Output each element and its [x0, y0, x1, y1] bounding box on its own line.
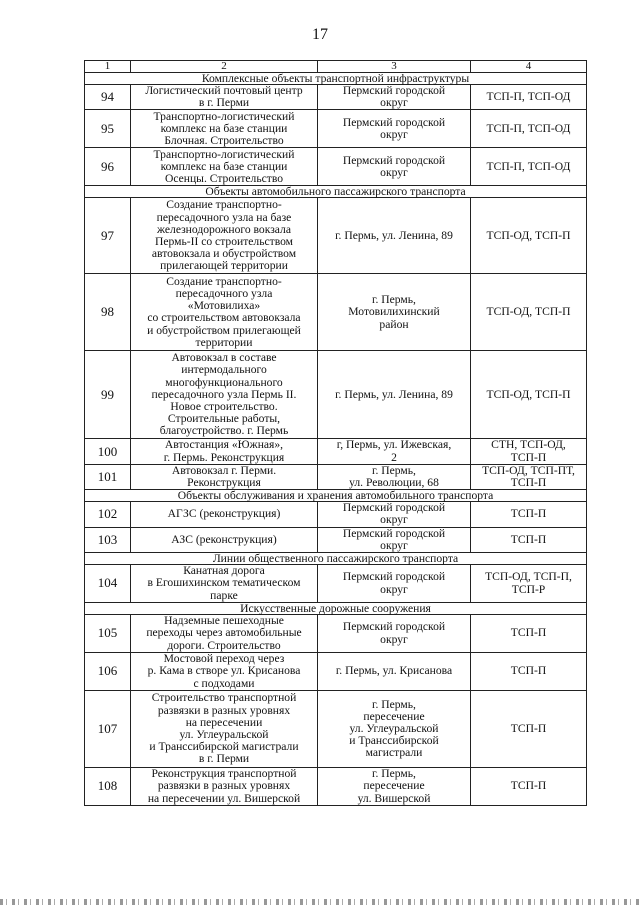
- object-name: [131, 274, 318, 351]
- object-name-line: развязки в разных уровнях: [157, 703, 291, 717]
- object-location: [318, 351, 471, 439]
- zone-codes: [471, 768, 587, 806]
- object-name-line: Реконструкция транспортной: [151, 767, 297, 781]
- zone-codes-line: ТСП-ОД, ТСП-П: [486, 387, 571, 401]
- object-location: [318, 85, 471, 110]
- section-header-row: [85, 186, 587, 198]
- object-location-line: округ: [380, 538, 408, 552]
- table-row: [85, 768, 587, 806]
- object-location-line: г. Пермь, ул. Ленина, 89: [335, 228, 453, 242]
- row-number: 105: [85, 615, 131, 653]
- object-location: [318, 274, 471, 351]
- object-location-line: г. Пермь,: [372, 293, 416, 307]
- object-name-line: прилегающей территории: [160, 259, 288, 273]
- zone-codes-line: ТСП-ОД, ТСП-П,: [485, 570, 572, 584]
- object-location-line: Пермский городской: [342, 526, 446, 540]
- object-location: [318, 691, 471, 768]
- object-location-line: г. Пермь, ул. Крисанова: [335, 664, 453, 678]
- table-header-row: [85, 61, 587, 73]
- row-number: 106: [85, 653, 131, 691]
- object-name-line: и обустройством прилегающей: [147, 323, 301, 337]
- object-name: [131, 148, 318, 186]
- zone-codes: [471, 439, 587, 464]
- section-title: Объекты автомобильного пассажирского транспорта: [85, 186, 587, 198]
- object-name-line: Мостовой переход через: [163, 652, 285, 666]
- object-name-line: АЗС (реконструкция): [171, 532, 277, 546]
- zone-codes: [471, 502, 587, 527]
- object-name-line: многофункционального: [165, 375, 283, 389]
- object-location-line: 2: [391, 450, 397, 464]
- row-number: 103: [85, 527, 131, 552]
- object-name-line: Транспортно-логистический: [153, 147, 295, 161]
- object-name-line: с подходами: [193, 676, 255, 690]
- object-name: [131, 565, 318, 603]
- object-name-line: Пермь-II со строительством: [154, 234, 294, 248]
- object-name-line: железнодорожного вокзала: [157, 222, 291, 236]
- table-row: [85, 502, 587, 527]
- column-header-4: 4: [471, 61, 587, 73]
- zone-codes-line: СТН, ТСП-ОД,: [491, 438, 566, 452]
- zone-codes: [471, 110, 587, 148]
- section-header-row: [85, 490, 587, 502]
- object-location-line: округ: [380, 165, 408, 179]
- object-location: [318, 502, 471, 527]
- object-location-line: Пермский городской: [342, 570, 446, 584]
- object-location-line: район: [379, 317, 409, 331]
- row-number: 95: [85, 110, 131, 148]
- object-name-line: и Транссибирской магистрали: [149, 740, 299, 754]
- object-name-line: комплекс на базе станции: [160, 121, 288, 135]
- zone-codes-line: ТСП-П: [510, 721, 547, 735]
- object-location-line: округ: [380, 632, 408, 646]
- object-name: [131, 351, 318, 439]
- zone-codes: [471, 85, 587, 110]
- table-row: [85, 527, 587, 552]
- scan-edge-artifact: [0, 899, 640, 905]
- table-row: [85, 464, 587, 489]
- zone-codes-line: ТСП-П: [510, 507, 547, 521]
- object-name-line: Надземные пешеходные: [164, 614, 284, 628]
- object-name-line: в Егошихинском тематическом: [147, 576, 301, 590]
- object-location-line: Пермский городской: [342, 501, 446, 515]
- zone-codes-line: ТСП-ОД, ТСП-ПТ,: [482, 463, 575, 477]
- object-location-line: округ: [380, 127, 408, 141]
- zone-codes: [471, 615, 587, 653]
- column-header-2: 2: [131, 61, 318, 73]
- object-name-line: Транспортно-логистический: [153, 109, 295, 123]
- row-number: 99: [85, 351, 131, 439]
- object-name-line: благоустройство. г. Пермь: [159, 424, 289, 438]
- object-name-line: автовокзала и обустройством: [151, 247, 297, 261]
- object-location: [318, 565, 471, 603]
- table-row: [85, 351, 587, 439]
- object-name-line: дороги. Строительство: [167, 638, 281, 652]
- zone-codes: [471, 274, 587, 351]
- table-row: [85, 653, 587, 691]
- zone-codes: [471, 198, 587, 274]
- object-name: [131, 768, 318, 806]
- object-location: [318, 768, 471, 806]
- object-location-line: округ: [380, 582, 408, 596]
- object-name-line: Строительные работы,: [167, 412, 281, 426]
- zone-codes: [471, 691, 587, 768]
- zone-codes: [471, 464, 587, 489]
- object-location-line: пересечение: [363, 709, 425, 723]
- table-body: [85, 61, 587, 806]
- object-name: [131, 653, 318, 691]
- object-location-line: г. Пермь,: [372, 767, 416, 781]
- table-row: [85, 691, 587, 768]
- object-location: [318, 439, 471, 464]
- object-location-line: г. Пермь,: [372, 463, 416, 477]
- row-number: 97: [85, 198, 131, 274]
- section-title: Комплексные объекты транспортной инфраструктуры: [85, 73, 587, 85]
- object-name: [131, 439, 318, 464]
- object-location-line: Пермский городской: [342, 84, 446, 97]
- object-name: [131, 527, 318, 552]
- object-name: [131, 110, 318, 148]
- object-name-line: территории: [195, 335, 253, 349]
- object-name-line: Создание транспортно-: [166, 274, 282, 288]
- section-title: Объекты обслуживания и хранения автомобильного транспорта: [85, 490, 587, 502]
- object-location: [318, 527, 471, 552]
- object-location-line: Пермский городской: [342, 620, 446, 634]
- row-number: 101: [85, 464, 131, 489]
- object-name-line: Реконструкция: [187, 476, 261, 490]
- object-location-line: ул. Вишерской: [357, 791, 431, 805]
- zone-codes-line: ТСП-П: [510, 664, 547, 678]
- object-name-line: Новое строительство.: [170, 400, 278, 413]
- object-location: [318, 198, 471, 274]
- infrastructure-table: [84, 60, 587, 806]
- table-row: [85, 565, 587, 603]
- row-number: 100: [85, 439, 131, 464]
- object-name-line: со строительством автовокзала: [147, 311, 301, 325]
- object-location: [318, 653, 471, 691]
- object-location-line: ул. Революции, 68: [349, 476, 439, 490]
- object-name-line: развязки в разных уровнях: [157, 779, 291, 793]
- object-name-line: Блочная. Строительство: [164, 134, 284, 147]
- section-header-row: [85, 553, 587, 565]
- object-name-line: Автовокзал в составе: [171, 351, 277, 365]
- object-name-line: Осенцы. Строительство: [164, 172, 284, 185]
- object-name-line: Автовокзал г. Перми.: [171, 463, 277, 477]
- zone-codes-line: ТСП-П: [510, 626, 547, 640]
- zone-codes-line: ТСП-ОД, ТСП-П: [486, 305, 571, 319]
- zone-codes-line: ТСП-П, ТСП-ОД: [486, 121, 571, 135]
- object-location-line: магистрали: [365, 746, 423, 760]
- section-title: Линии общественного пассажирского транспорта: [85, 553, 587, 565]
- object-name-line: Автостанция «Южная»,: [164, 438, 284, 452]
- object-name-line: парке: [210, 588, 238, 602]
- column-header-3: 3: [318, 61, 471, 73]
- object-location: [318, 110, 471, 148]
- zone-codes-line: ТСП-П, ТСП-ОД: [486, 159, 571, 173]
- object-location: [318, 464, 471, 489]
- object-location: [318, 148, 471, 186]
- object-name-line: АГЗС (реконструкция): [167, 507, 281, 521]
- table-row: [85, 439, 587, 464]
- zone-codes: [471, 527, 587, 552]
- zone-codes-line: ТСП-Р: [511, 582, 546, 596]
- zone-codes-line: ТСП-ОД, ТСП-П: [486, 228, 571, 242]
- table-row: [85, 148, 587, 186]
- object-location-line: г, Пермь, ул. Ижевская,: [336, 438, 452, 452]
- object-name-line: ул. Углеуральской: [179, 728, 269, 742]
- object-name: [131, 198, 318, 274]
- row-number: 108: [85, 768, 131, 806]
- row-number: 107: [85, 691, 131, 768]
- row-number: 104: [85, 565, 131, 603]
- object-name-line: пересадочного узла Пермь II.: [151, 387, 297, 401]
- object-location-line: Пермский городской: [342, 115, 446, 129]
- object-name-line: р. Кама в створе ул. Крисанова: [147, 664, 301, 678]
- table-row: [85, 85, 587, 110]
- table-row: [85, 615, 587, 653]
- column-header-1: 1: [85, 61, 131, 73]
- object-name-line: комплекс на базе станции: [160, 159, 288, 173]
- row-number: 96: [85, 148, 131, 186]
- row-number: 102: [85, 502, 131, 527]
- zone-codes: [471, 351, 587, 439]
- page-number: 17: [312, 26, 328, 43]
- object-name-line: в г. Перми: [198, 752, 250, 766]
- table-row: [85, 198, 587, 274]
- zone-codes: [471, 148, 587, 186]
- object-name: [131, 615, 318, 653]
- zone-codes-line: ТСП-П: [510, 532, 547, 546]
- object-name-line: «Мотовилиха»: [187, 299, 261, 313]
- object-name-line: переходы через автомобильные: [146, 626, 302, 640]
- table-row: [85, 274, 587, 351]
- object-name-line: на пересечении: [185, 715, 263, 729]
- object-name-line: интермодального: [181, 363, 267, 377]
- object-name: [131, 691, 318, 768]
- row-number: 94: [85, 85, 131, 110]
- section-header-row: [85, 603, 587, 615]
- object-name-line: на пересечении ул. Вишерской: [147, 791, 301, 805]
- object-name: [131, 464, 318, 489]
- object-name-line: пересадочного узла: [175, 287, 273, 300]
- row-number: 98: [85, 274, 131, 351]
- zone-codes: [471, 653, 587, 691]
- object-name-line: Канатная дорога: [183, 564, 265, 578]
- object-name-line: Логистический почтовый центр: [145, 84, 303, 97]
- object-name-line: Строительство транспортной: [151, 691, 297, 705]
- object-name-line: г. Пермь. Реконструкция: [163, 450, 285, 464]
- object-location-line: Мотовилихинский: [348, 305, 440, 319]
- table-row: [85, 110, 587, 148]
- object-location-line: ул. Углеуральской: [349, 721, 439, 735]
- zone-codes-line: ТСП-П: [510, 476, 547, 490]
- object-name-line: Создание транспортно-: [166, 198, 282, 212]
- object-name: [131, 502, 318, 527]
- object-location-line: пересечение: [363, 779, 425, 793]
- object-location-line: Пермский городской: [342, 153, 446, 167]
- object-location-line: округ: [380, 96, 408, 110]
- object-location-line: и Транссибирской: [349, 734, 439, 748]
- object-location: [318, 615, 471, 653]
- section-title: Искусственные дорожные сооружения: [85, 603, 587, 615]
- object-location-line: г. Пермь, ул. Ленина, 89: [335, 387, 453, 401]
- object-name: [131, 85, 318, 110]
- zone-codes: [471, 565, 587, 603]
- zone-codes-line: ТСП-П, ТСП-ОД: [486, 90, 571, 104]
- object-name-line: в г. Перми: [198, 96, 250, 110]
- zone-codes-line: ТСП-П: [510, 779, 547, 793]
- object-location-line: г. Пермь,: [372, 697, 416, 711]
- section-header-row: [85, 73, 587, 85]
- object-location-line: округ: [380, 513, 408, 527]
- object-name-line: пересадочного узла на базе: [156, 210, 292, 224]
- zone-codes-line: ТСП-П: [510, 450, 547, 464]
